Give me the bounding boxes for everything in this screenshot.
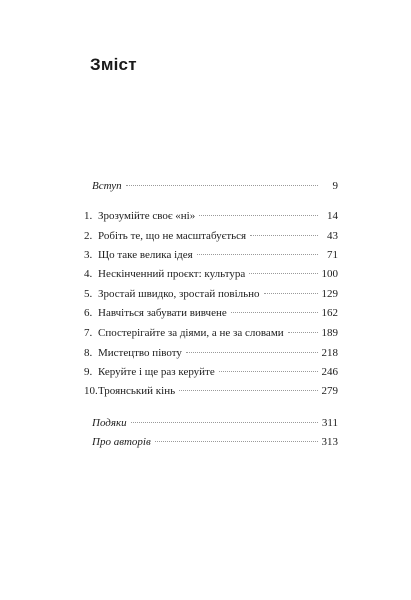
toc-entry-page: 14	[327, 210, 338, 222]
dot-leader	[197, 254, 318, 255]
toc-entry-label: Зрозумійте своє «ні»	[98, 210, 196, 222]
toc-entry-label: Мистецтво півоту	[98, 347, 182, 359]
toc-entry-chapter-3[interactable]	[84, 249, 338, 265]
toc-entry-label: Троянський кінь	[98, 385, 176, 397]
toc-entry-chapter-6[interactable]	[84, 307, 338, 323]
toc-entry-page: 279	[321, 385, 338, 397]
chapter-number: 8.	[84, 347, 93, 359]
toc-entry-page: 311	[321, 417, 338, 429]
toc-entry-page: 129	[321, 288, 338, 300]
toc-entry-label: Навчіться забувати вивчене	[98, 307, 227, 319]
dot-leader	[288, 332, 318, 333]
page-title: Зміст	[90, 55, 137, 74]
toc-entry-label: Про авторів	[92, 436, 151, 448]
toc-entry-page: 189	[321, 327, 338, 339]
toc-entry-page: 100	[321, 268, 338, 280]
toc-entry-chapter-2[interactable]	[84, 230, 338, 246]
chapter-number: 2.	[84, 230, 93, 242]
toc-entry-label: Спостерігайте за діями, а не за словами	[98, 327, 284, 339]
toc-entry-chapter-7[interactable]	[84, 327, 338, 343]
dot-leader	[131, 422, 318, 423]
dot-leader	[126, 185, 318, 186]
dot-leader	[186, 352, 318, 353]
toc-entry-about-authors[interactable]	[92, 436, 338, 452]
toc-entry-label: Вступ	[92, 180, 122, 192]
toc-entry-label: Нескінченний проєкт: культура	[98, 268, 246, 280]
toc-entry-label: Робіть те, що не масштабується	[98, 230, 247, 242]
toc-entry-page: 218	[321, 347, 338, 359]
chapter-number: 6.	[84, 307, 93, 319]
toc-entry-page: 162	[321, 307, 338, 319]
dot-leader	[231, 312, 318, 313]
dot-leader	[219, 371, 318, 372]
toc-entry-acknowledgements[interactable]	[92, 417, 338, 433]
chapter-number: 10.	[84, 385, 98, 397]
toc-entry-intro[interactable]	[92, 180, 338, 196]
toc-entry-page: 246	[321, 366, 338, 378]
toc-entry-label: Керуйте і ще раз керуйте	[98, 366, 215, 378]
dot-leader	[249, 273, 317, 274]
toc-entry-page: 43	[327, 230, 338, 242]
toc-entry-label: Що таке велика ідея	[98, 249, 193, 261]
toc-entry-page: 71	[327, 249, 338, 261]
toc-entry-label: Зростай швидко, зростай повільно	[98, 288, 260, 300]
toc-entry-chapter-1[interactable]	[84, 210, 338, 226]
toc-entry-chapter-8[interactable]	[84, 347, 338, 363]
dot-leader	[155, 441, 318, 442]
chapter-number: 9.	[84, 366, 93, 378]
toc-entry-chapter-10[interactable]	[84, 385, 338, 401]
toc-entry-chapter-5[interactable]	[84, 288, 338, 304]
toc-entry-chapter-4[interactable]	[84, 268, 338, 284]
toc-entry-label: Подяки	[92, 417, 127, 429]
dot-leader	[264, 293, 318, 294]
chapter-number: 1.	[84, 210, 93, 222]
toc-entry-page: 9	[332, 180, 338, 192]
dot-leader	[199, 215, 318, 216]
chapter-number: 5.	[84, 288, 93, 300]
chapter-number: 4.	[84, 268, 93, 280]
dot-leader	[250, 235, 318, 236]
toc-entry-page: 313	[321, 436, 338, 448]
dot-leader	[179, 390, 317, 391]
chapter-number: 3.	[84, 249, 93, 261]
toc-entry-chapter-9[interactable]	[84, 366, 338, 382]
chapter-number: 7.	[84, 327, 93, 339]
